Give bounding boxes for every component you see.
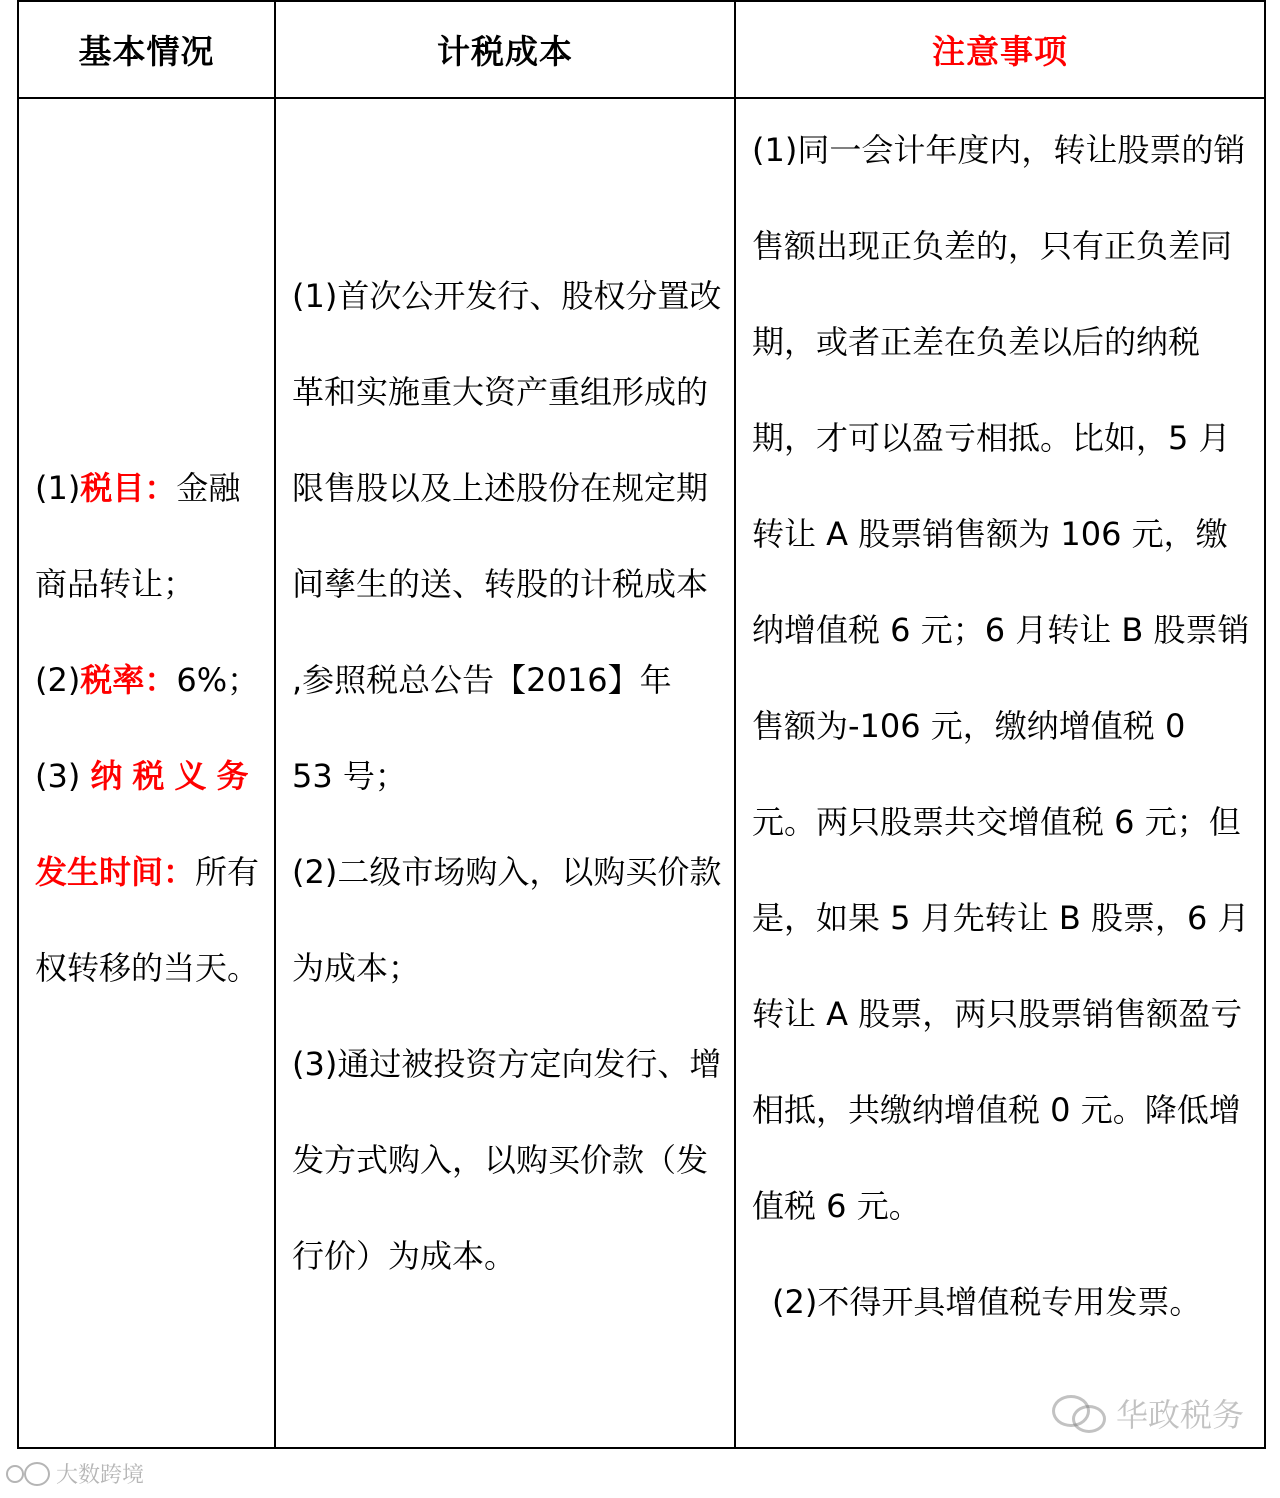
table-right-border [1264,0,1266,1449]
watermark-right-text: 华政税务 [1115,1396,1244,1434]
tax-table [17,0,1266,1449]
watermark-left-text: 大数跨境 [56,1463,145,1488]
tax-rate-label: 税率： [80,661,177,699]
tax-cost-item-2: (2)二级市场购入，以购买价款为成本； [292,853,722,987]
tax-cost-item-3: (3)通过被投资方定向发行、增发方式购入，以购买价款（发行价）为成本。 [292,1045,722,1275]
header-divider [17,97,1266,99]
header-tax-cost: 计税成本 [437,32,573,71]
tax-item-line: (1)税目：金融商品转让； [35,469,241,603]
column-divider-2 [734,0,736,1449]
tax-rate-line: (2)税率：6%； [35,661,260,699]
notes-item-2: (2)不得开具增值税专用发票。 [772,1283,1202,1321]
notes-cell [752,102,1252,1350]
notes-item-1: (1)同一会计年度内，转让股票的销售额出现正负差的，只有正负差同期，或者正差在负差以后的纳税期，才可以盈亏相抵。比如，5 月转让 A 股票销售额为 106 元，缴纳增值税 6 元；6 月转让 B 股票销售额为-106 元，缴纳增值税 0 元。两只股票共交增值税 6 元；但是，如果 5 月先转让 B 股票，6 月转让 A 股票，两只股票销售额盈亏相抵，共缴纳增值税 0 元。降低增值税 6 元。 [752,131,1250,1225]
tax-obligation-label-b: 发生时间： [35,853,196,891]
tax-obligation-line: (3) 纳税义务 发生时间：所有权转移的当天。 [35,757,260,987]
watermark-left [6,1458,144,1489]
tax-cost-item-1: (1)首次公开发行、股权分置改革和实施重大资产重组形成的限售股以及上述股份在规定期间孳生的送、转股的计税成本 ,参照税总公告【2016】年 53 号； [292,277,722,795]
tax-item-label: 税目： [80,469,177,507]
tax-item-value: 金融商品转让； [35,469,241,603]
watermark-right [1052,1390,1244,1436]
wechat-icon [1052,1393,1106,1433]
header-notes: 注意事项 [932,32,1068,71]
table-bottom-border [17,1447,1266,1449]
header-basic-info: 基本情况 [78,32,215,71]
tax-obligation-value: 有权转移的当天。 [35,853,260,987]
table-left-border [17,0,19,1449]
tax-rate-value: 6%； [176,661,260,699]
brand-logo-icon [6,1462,50,1486]
column-divider-1 [274,0,276,1449]
tax-obligation-label-a: 纳税义务 [90,757,259,795]
tax-cost-cell [292,248,722,1304]
basic-info-cell [35,440,267,1016]
